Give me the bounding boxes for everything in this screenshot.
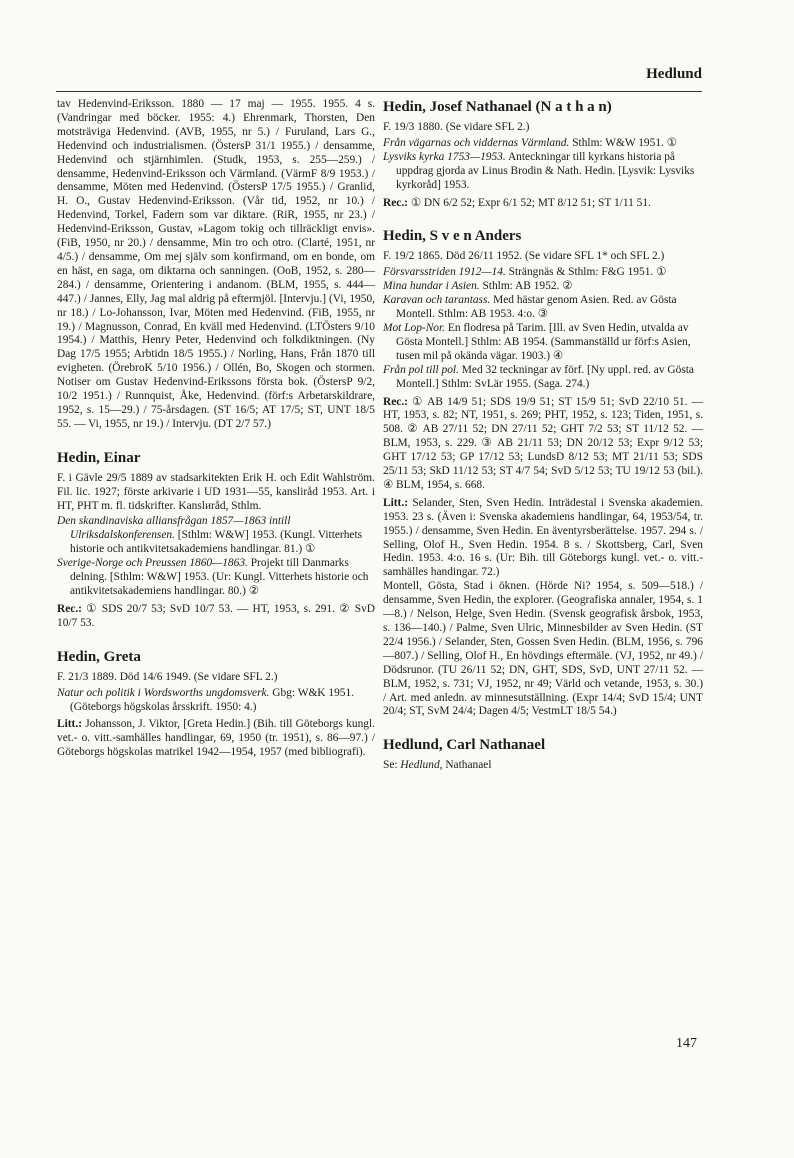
right-column bbox=[383, 98, 703, 773]
entry-heading-einar: Hedin, Einar bbox=[57, 449, 141, 466]
left-column bbox=[57, 98, 375, 760]
einar-work-1: Den skandinaviska alliansfrågan 1857—1863 intill Ulriksdalskonferensen. [Sthlm: W&W] 1953. (Kungl. Vitterhets historie och antikvitetsakademiens handlingar. 81.) ① bbox=[57, 515, 363, 556]
sven-literature: Litt.: Selander, Sten, Sven Hedin. Inträdestal i Svenska akademien. 1953. 23 s. (Även i: Svenska akademiens handlingar, 64, 1953/54, tr. 1955.) / densamme, Sven Hedin. En äventyrsberättelse. 1957. 294 s. / Selling, Olof H., Sven Hedin. 1954. 8 s. / Skottsberg, Carl, Sven Hedin. 1953. 4:o. 16 s. (Ur: Bih. till Göteborgs kungl. vet.- o. vitt.-samhälles handingar. 72.) bbox=[383, 496, 703, 579]
sven-literature-2: Montell, Gösta, Stad i öknen. (Hörde Ni? 1954, s. 509—518.) / densamme, Sven Hedin, the explorer. (Geografiska annaler, 1954, s. 1—8.) / Nelson, Helge, Sven Hedin. (Svensk geografisk årsbok, 1953, s. 136—140.) / Palme, Sven Ulric, Minnesbilder av Sven Hedin. (ST 22/4 1956.) / Selander, Sten, Gossen Sven Hedin. (BLM, 1956, s. 796—807.) / Selling, Olof H., En hövdings eftermäle. (VJ, 1952, nr 49.) / Dödsrunor. (TU 26/11 52; DN, GHT, SDS, SvD, UNT 27/11 52. — BLM, 1952, s. 731; VJ, 1952, nr 49; Värld och vetande, 1953, s. 30.) / Art. med anledn. av minnesutställning. (Expr 14/4; SvD 15/4; UNT 20/4; ST, SvM 24/4; Dagen 4/5; VestmLT 18/5 54.) bbox=[383, 580, 703, 718]
sven-work-1: Försvarsstriden 1912—14. Strängnäs & Sthlm: F&G 1951. ① bbox=[383, 266, 667, 279]
sven-bio: F. 19/2 1865. Död 26/11 1952. (Se vidare SFL 1* och SFL 2.) bbox=[383, 250, 665, 263]
greta-work-1: Natur och politik i Wordsworths ungdomsverk. Gbg: W&K 1951. (Göteborgs högskolas årsskrift. 1950: 4.) bbox=[57, 686, 355, 713]
einar-work-2: Sverige-Norge och Preussen 1860—1863. Projekt till Danmarks delning. [Sthlm: W&W] 1953. (Ur: Kungl. Vitterhets historie och antikvitetsakademiens handlingar. 80.) ② bbox=[57, 557, 369, 597]
entry-heading-greta: Hedin, Greta bbox=[57, 648, 141, 665]
entry-heading-sven: Hedin, S v e n Anders bbox=[383, 228, 522, 245]
sven-work-4: Mot Lop-Nor. En flodresa på Tarim. [Ill. av Sven Hedin, utvalda av Gösta Montell.] Sthlm: AB 1954. (Sammanställd ur förf:s Asien, tusen mil på okända vägar. 1903.) ④ bbox=[383, 321, 691, 362]
page-number: 147 bbox=[676, 1036, 697, 1051]
einar-reviews: Rec.: ① SDS 20/7 53; SvD 10/7 53. — HT, 1953, s. 291. ② SvD 10/7 53. bbox=[57, 602, 375, 629]
entry-heading-josef: Hedin, Josef Nathanael (N a t h a n) bbox=[383, 99, 612, 115]
josef-work-1: Från vägarnas och viddernas Värmland. Sthlm: W&W 1951. ① bbox=[383, 136, 677, 149]
sven-work-5: Från pol till pol. Med 32 teckningar av förf. [Ny uppl. red. av Gösta Montell.] Sthlm: SvLär 1955. (Saga. 274.) bbox=[383, 363, 694, 390]
greta-bio: F. 21/3 1889. Död 14/6 1949. (Se vidare SFL 2.) bbox=[57, 670, 278, 683]
carl-see-reference: Se: Hedlund, Nathanael bbox=[383, 759, 492, 772]
josef-bio: F. 19/3 1880. (Se vidare SFL 2.) bbox=[383, 121, 530, 133]
header-rule bbox=[56, 91, 702, 92]
sven-reviews: Rec.: ① AB 14/9 51; SDS 19/9 51; ST 15/9 51; SvD 22/10 51. — HT, 1953, s. 82; NT, 1951, s. 269; PHT, 1952, s. 123; Tiden, 1951, s. 508. ② AB 27/11 52; DN 27/11 52; GHT 7/2 53; ST 11/12 52. — BLM, 1953, s. 229. ③ AB 21/11 53; DN 20/12 53; Expr 9/12 53; GHT 17/12 53; GP 17/12 53; LundsD 8/12 53; MT 21/11 53; SDS 25/11 53; SkD 11/12 53; ST 4/7 54; SvD 5/12 53; TU 19/12 53 (bil.). ④ BLM, 1954, s. 668. bbox=[383, 395, 703, 491]
greta-literature: Litt.: Johansson, J. Viktor, [Greta Hedin.] (Bih. till Göteborgs kungl. vet.- o. vitt.-samhälles handlingar, 69, 1950 (tr. 1951), s. 86—97.) / Göteborgs högskolas matrikel 1942—1954, 1957 (med bibliografi). bbox=[57, 718, 375, 759]
sven-work-3: Karavan och tarantass. Med hästar genom Asien. Red. av Gösta Montell. Sthlm: AB 1953. 4:o. ③ bbox=[383, 294, 677, 321]
running-head: Hedlund bbox=[646, 66, 702, 82]
entry-heading-carl: Hedlund, Carl Nathanael bbox=[383, 737, 546, 754]
einar-bio: F. i Gävle 29/5 1889 av stadsarkitekten Erik H. och Edit Wahlström. Fil. lic. 1927; förste arkivarie i UD 1931—55, kansliråd 1953. Art. i HT, PHT m. fl. tidskrifter. Kanslиråd, Sthlm. bbox=[57, 471, 375, 512]
josef-reviews: Rec.: ① DN 6/2 52; Expr 6/1 52; MT 8/12 51; ST 1/11 51. bbox=[383, 196, 651, 209]
continuation-entry: tav Hedenvind-Eriksson. 1880 — 17 maj — 1955. 1955. 4 s. (Vandringar med böcker. 1955: 4.) Ehrenmark, Thorsten, Den motsträviga Hedenvind. (AVB, 1955, nr 5.) / Furuland, Lars G., Hedenvind och industrialismen. (ÖstersP 31/1 1955.) / densamme, Hedenvind och stjärnhimlen. (Studk, 1953, s. 255—259.) / densamme, Hedenvind-Eriksson och Värmland. (VärmF 8/9 1953.) / densamme, Möten med Hedenvind. (ÖstersP 17/5 1955.) / Granlid, H. O., Gustav Hedenvind-Eriksson. (Vår tid, 1952, nr 10.) / Hedenvind, Torkel, Fadern som var diktare. (RiR, 1955, nr 23.) / Hedenvind-Eriksson, Gustav, »Lagom tokig och tillräckligt envis». (FiB, 1950, nr 20.) / densamme, Min tro och otro. (Clarté, 1951, nr 4/5.) / densamme, Om mej själv som konfirmand, om en bonde, om en häst, en saga, om diktarna och sanningen. (OoB, 1952, s. 280—284.) / densamme, Orientering i andanom. (BLM, 1955, s. 444—447.) / Jannes, Elly, Jag mal aldrig på eftermjöl. [Intervju.] (Vi, 1950, nr 18.) / Lo-Johansson, Ivar, Möten med Hedenvind. (FiB, 1955, nr 19.) / Magnusson, Conrad, En kväll med Hedenvind. (LTÖsters 9/10 1954.) / Matthis, Henry Peter, Hedenvind och folkdiktningen. (Ny Dag 17/5 1955; Arbtidn 18/5 1955.) / Norling, Hans, Från 1870 till evigheten. (ÖrebroK 5/10 1956.) / Ollén, Bo, Skogen och stormen. Notiser om Gustav Hedenvind-Erikssons första bok. (ÖstersP 9/2, 10/2 1951.) / Runnquist, Åke, Hedenvind. (förf:s Arbetarskildrare, 1952, s. 15—29.) / 75-årsdagen. (ST 16/5; AT 17/5; ST, UNT 18/5 55. — Vi, 1955, nr 19.) / Intervju. (DT 2/7 57.) bbox=[57, 98, 375, 430]
josef-work-2: Lysviks kyrka 1753—1953. Anteckningar till kyrkans historia på uppdrag gjorda av Linus Brodin & Nath. Hedin. [Lysvik: Lysviks kyrkoråd] 1953. bbox=[383, 150, 695, 191]
sven-work-2: Mina hundar i Asien. Sthlm: AB 1952. ② bbox=[383, 280, 573, 293]
